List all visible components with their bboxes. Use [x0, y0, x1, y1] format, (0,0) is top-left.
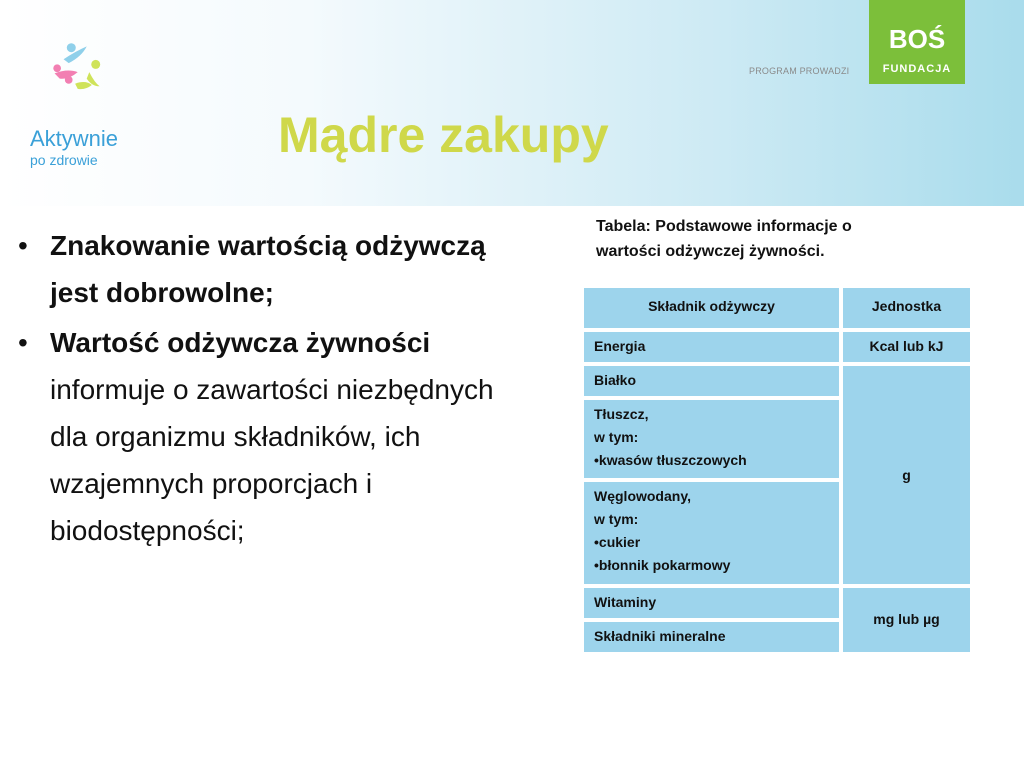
table-cell-weglowodany — [584, 482, 839, 584]
table-cell-witaminy: Witaminy — [584, 588, 839, 618]
caption-line: wartości odżywczej żywności. — [596, 243, 825, 260]
bullet-item — [18, 222, 538, 316]
cell-line: w tym: — [594, 429, 639, 445]
cell-line: Tłuszcz, — [594, 406, 649, 422]
bullet-dot-icon: • — [18, 327, 28, 358]
table-cell-energia-unit: Kcal lub kJ — [843, 332, 970, 362]
bullet-item — [18, 319, 538, 554]
bos-logo-title: BOŚ — [888, 24, 946, 54]
table-header-unit: Jednostka — [843, 288, 970, 328]
table-cell-tluszcz — [584, 400, 839, 478]
logo-subtitle: po zdrowie — [30, 152, 98, 168]
slide-header — [0, 0, 1024, 206]
slide-title: Mądre zakupy — [278, 107, 609, 163]
bos-logo-subtitle: FUNDACJA — [882, 63, 952, 75]
bullet-dot-icon: • — [18, 230, 28, 261]
bullet-bold-text: Znakowanie wartością odżywczą jest dobrowolne; — [50, 230, 486, 308]
table-cell-mg-unit: mg lub µg — [843, 588, 970, 652]
cell-line: Węglowodany, — [594, 488, 691, 504]
bullet-list — [18, 222, 538, 557]
logo-title: Aktywnie — [30, 126, 119, 151]
table-cell-mineralne: Składniki mineralne — [584, 622, 839, 652]
cell-line: •kwasów tłuszczowych — [594, 452, 747, 468]
aktywnie-logo-icon — [28, 40, 148, 130]
table-cell-energia: Energia — [584, 332, 839, 362]
table-header-nutrient: Składnik odżywczy — [584, 288, 839, 328]
cell-line: w tym: — [594, 511, 639, 527]
table-cell-bialko: Białko — [584, 366, 839, 396]
bullet-bold-text: Wartość odżywcza żywności — [50, 327, 431, 358]
bullet-text: informuje o zawartości niezbędnych dla organizmu składników, ich wzajemnych proporcjach i biodostępności; — [50, 374, 494, 546]
program-label: PROGRAM PROWADZI — [749, 66, 850, 76]
cell-line: •cukier — [594, 534, 641, 550]
table-caption — [596, 214, 936, 264]
cell-line: •błonnik pokarmowy — [594, 557, 731, 573]
bos-foundation-logo — [869, 0, 965, 84]
caption-line: Tabela: Podstawowe informacje o — [596, 218, 852, 235]
table-cell-g-unit: g — [843, 366, 970, 584]
